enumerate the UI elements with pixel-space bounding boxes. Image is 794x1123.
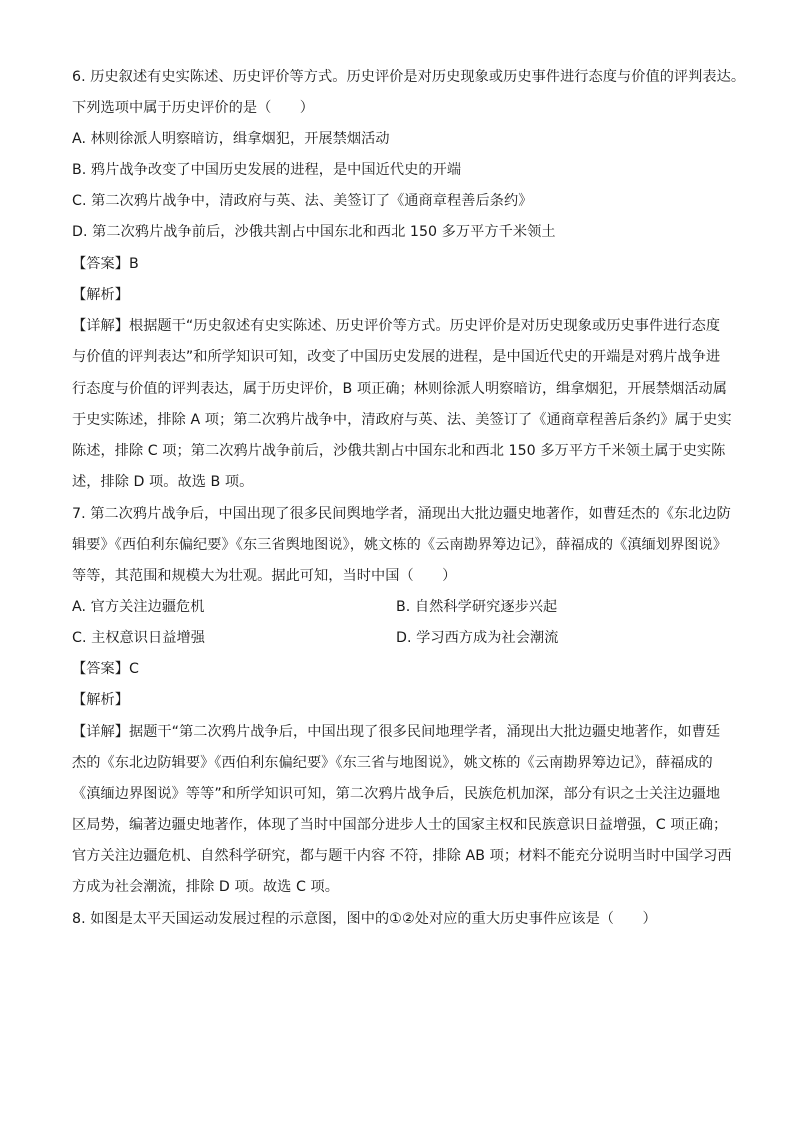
q6-option-d: D. 第二次鸦片战争前后，沙俄共割占中国东北和西北 150 多万平方千米领土 bbox=[72, 224, 556, 240]
q6-detail-line-1: 【详解】根据题干“历史叙述有史实陈述、历史评价等方式。历史评价是对历史现象或历史事件进行态度 bbox=[72, 318, 721, 334]
q6-detail-line-3: 行态度与价值的评判表达，属于历史评价，B 项正确；林则徐派人明察暗访，缉拿烟犯，开展禁烟活动属 bbox=[72, 381, 728, 397]
q8-stem: 8. 如图是太平天国运动发展过程的示意图，图中的①②处对应的重大历史事件应该是（ ） bbox=[72, 911, 657, 927]
q7-answer: 【答案】C bbox=[72, 661, 139, 677]
q6-stem-line-1: 6. 历史叙述有史实陈述、历史评价等方式。历史评价是对历史现象或历史事件进行态度与价值的评判表达。 bbox=[72, 69, 746, 85]
q6-option-a: A. 林则徐派人明察暗访，缉拿烟犯，开展禁烟活动 bbox=[72, 131, 390, 147]
q6-detail-line-4: 于史实陈述，排除 A 项；第二次鸦片战争中，清政府与英、法、美签订了《通商章程善后条约》属于史实 bbox=[72, 412, 732, 428]
q7-detail-line-5: 官方关注边疆危机、自然科学研究，都与题干内容 不符，排除 AB 项；材料不能充分说明当时中国学习西 bbox=[72, 848, 732, 864]
q6-detail-line-2: 与价值的评判表达”和所学知识可知，改变了中国历史发展的进程，是中国近代史的开端是对鸦片战争进 bbox=[72, 349, 721, 365]
q7-detail-line-1: 【详解】据题干“第二次鸦片战争后，中国出现了很多民间地理学者，涌现出大批边疆史地著作，如曹廷 bbox=[72, 724, 721, 740]
q6-detail-line-5: 陈述，排除 C 项；第二次鸦片战争前后，沙俄共割占中国东北和西北 150 多万平方千米领土属于史实陈 bbox=[72, 443, 726, 459]
q6-answer: 【答案】B bbox=[72, 256, 139, 272]
q7-stem-line-1: 7. 第二次鸦片战争后，中国出现了很多民间舆地学者，涌现出大批边疆史地著作，如曹廷杰的《东北边防 bbox=[72, 506, 731, 522]
q7-stem-line-2: 辑要》《西伯利东偏纪要》《东三省舆地图说》，姚文栋的《云南勘界筹边记》，薛福成的《滇缅划界图说》 bbox=[72, 537, 728, 553]
q6-stem-line-2: 下列选项中属于历史评价的是（ ） bbox=[72, 100, 315, 116]
q7-analysis-heading: 【解析】 bbox=[72, 692, 129, 708]
q7-stem-line-3: 等等，其范围和规模大为壮观。据此可知，当时中国（ ） bbox=[72, 568, 457, 584]
q7-detail-line-2: 杰的《东北边防辑要》《西伯利东偏纪要》《东三省与地图说》，姚文栋的《云南勘界筹边记》，薛福成的 bbox=[72, 755, 713, 771]
q7-option-b: B. 自然科学研究逐步兴起 bbox=[396, 599, 558, 615]
q6-option-b: B. 鸦片战争改变了中国历史发展的进程，是中国近代史的开端 bbox=[72, 162, 462, 178]
q7-detail-line-4: 区局势，编著边疆史地著作，体现了当时中国部分进步人士的国家主权和民族意识日益增强，C 项正确； bbox=[72, 817, 728, 833]
q6-option-c: C. 第二次鸦片战争中，清政府与英、法、美签订了《通商章程善后条约》 bbox=[72, 193, 533, 209]
q7-option-a: A. 官方关注边疆危机 bbox=[72, 599, 205, 615]
q7-detail-line-3: 《滇缅边界图说》等等”和所学知识可知，第二次鸦片战争后，民族危机加深，部分有识之士关注边疆地 bbox=[72, 786, 721, 802]
q7-detail-line-6: 方成为社会潮流，排除 D 项。故选 C 项。 bbox=[72, 879, 339, 895]
q7-option-c: C. 主权意识日益增强 bbox=[72, 630, 205, 646]
q6-detail-line-6: 述，排除 D 项。故选 B 项。 bbox=[72, 474, 254, 490]
q7-option-d: D. 学习西方成为社会潮流 bbox=[396, 630, 559, 646]
q6-analysis-heading: 【解析】 bbox=[72, 287, 129, 303]
